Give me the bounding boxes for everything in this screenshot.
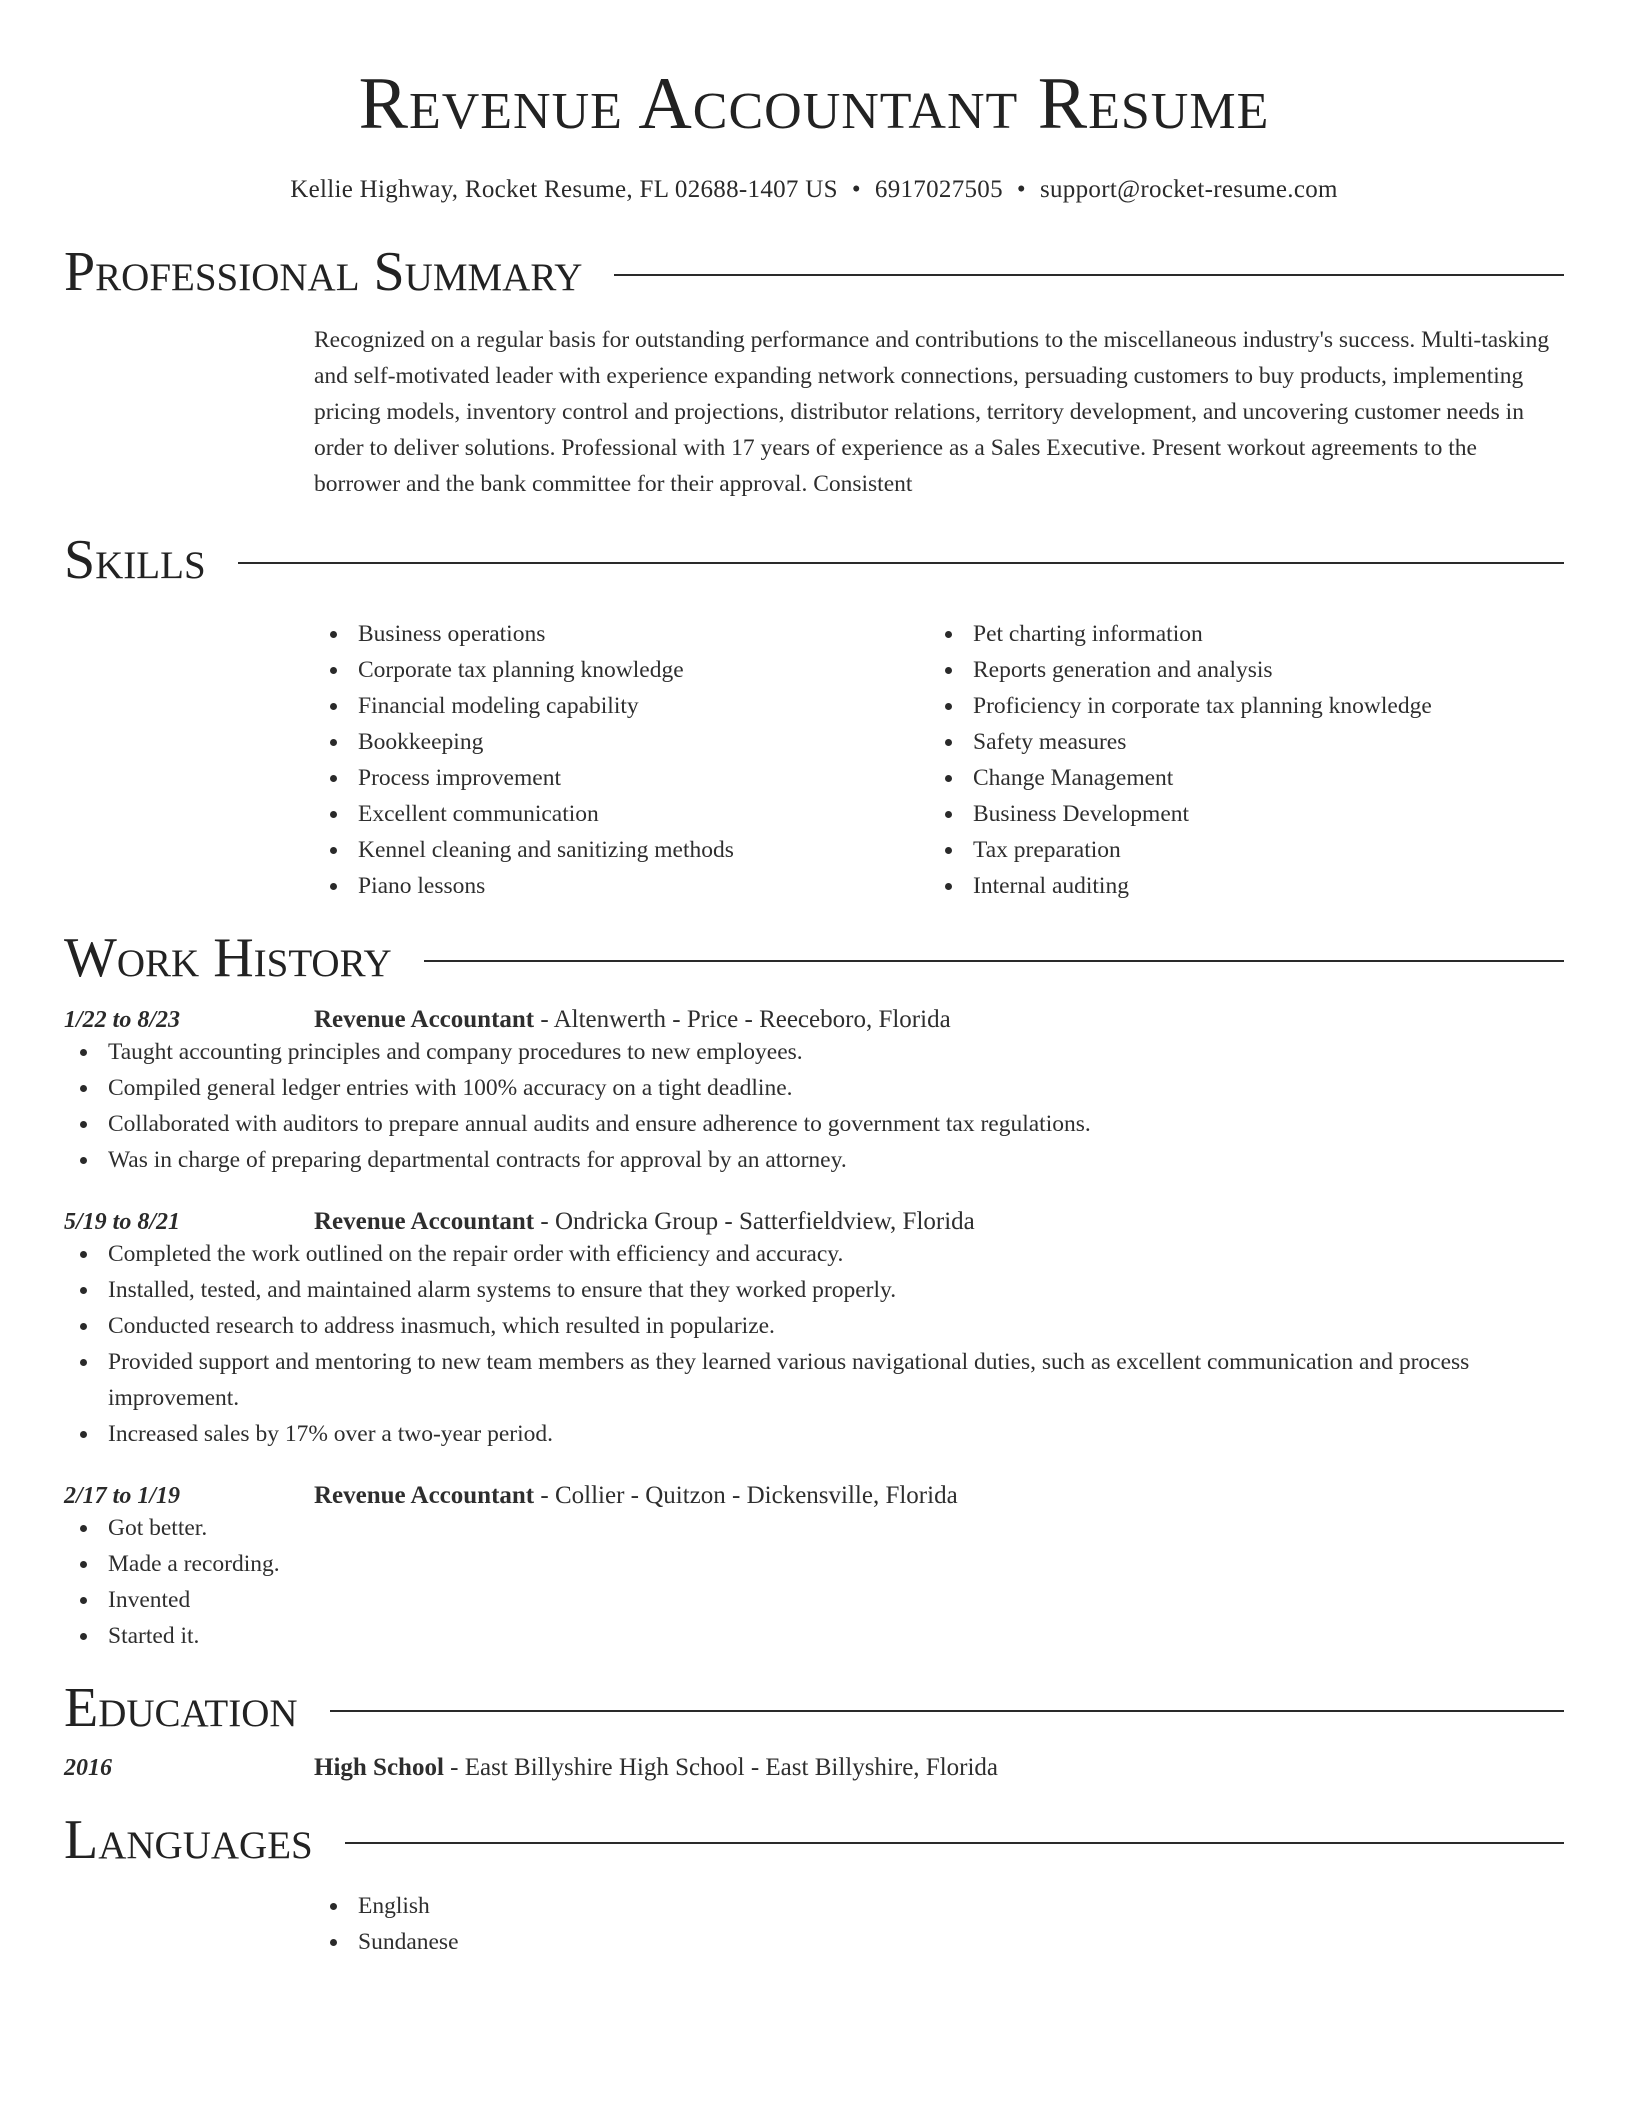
- job-duty: Invented: [64, 1582, 1564, 1618]
- job-duty: Collaborated with auditors to prepare annual audits and ensure adherence to government tax regulations.: [64, 1106, 1564, 1142]
- job-duty: Compiled general ledger entries with 100% accuracy on a tight deadline.: [64, 1070, 1564, 1106]
- skill-item: Internal auditing: [929, 868, 1544, 904]
- skills-heading: Skills: [64, 529, 206, 591]
- section-divider: [345, 1842, 1564, 1844]
- skill-item: Excellent communication: [314, 796, 929, 832]
- skills-section-header: [64, 528, 1564, 592]
- languages-section-header: [64, 1808, 1564, 1872]
- languages-list: [314, 1888, 1564, 1960]
- skill-item: Proficiency in corporate tax planning knowledge: [929, 688, 1544, 724]
- section-divider: [238, 562, 1564, 564]
- section-divider: [424, 960, 1564, 962]
- education-entry: [64, 1754, 1564, 1782]
- skills-column-left: [314, 616, 929, 904]
- job-title-line: [314, 1482, 958, 1510]
- job-duty: Conducted research to address inasmuch, which resulted in popularize.: [64, 1308, 1564, 1344]
- skill-item: Safety measures: [929, 724, 1544, 760]
- summary-text: Recognized on a regular basis for outstanding performance and contributions to the miscellaneous industry's success. Multi-tasking and self-motivated leader with experience expanding network connections, persuading customers to buy products, implementing pricing models, inventory control and projections, distributor relations, territory development, and uncovering customer needs in order to deliver solutions. Professional with 17 years of experience as a Sales Executive. Present workout agreements to the borrower and the bank committee for their approval. Consistent: [314, 327, 1550, 497]
- education-heading: Education: [64, 1677, 298, 1739]
- job-title-line: [314, 1006, 951, 1034]
- contact-phone: 6917027505: [874, 176, 1003, 203]
- education-section-header: [64, 1676, 1564, 1740]
- skills-column-right: [929, 616, 1544, 904]
- skill-item: Pet charting information: [929, 616, 1544, 652]
- skill-item: Business Development: [929, 796, 1544, 832]
- job-duties: [64, 1034, 1564, 1178]
- summary-heading: Professional Summary: [64, 241, 583, 303]
- work-section-header: [64, 926, 1564, 990]
- education-degree: High School: [314, 1754, 444, 1781]
- education-year: 2016: [64, 1755, 112, 1781]
- job-header: [64, 1006, 1564, 1034]
- section-divider: [614, 274, 1564, 276]
- contact-separator: •: [851, 176, 861, 203]
- job-duty: Increased sales by 17% over a two-year period.: [64, 1416, 1564, 1452]
- skills-list-left: [314, 616, 929, 904]
- skill-item: Change Management: [929, 760, 1544, 796]
- skill-item: Piano lessons: [314, 868, 929, 904]
- language-item: Sundanese: [314, 1924, 1564, 1960]
- job-duties: [64, 1236, 1564, 1452]
- resume-title: Revenue Accountant Resume: [358, 63, 1270, 145]
- job-role: Revenue Accountant: [314, 1482, 535, 1509]
- job-duty: Got better.: [64, 1510, 1564, 1546]
- summary-body: [314, 322, 1564, 502]
- job-duty: Taught accounting principles and company procedures to new employees.: [64, 1034, 1564, 1070]
- languages-body: [314, 1888, 1564, 1960]
- job-employer: - Collier - Quitzon - Dickensville, Florida: [534, 1482, 958, 1509]
- job-entry: [64, 1006, 1564, 1178]
- section-divider: [330, 1710, 1564, 1712]
- education-line: [314, 1754, 998, 1782]
- languages-heading: Languages: [64, 1809, 313, 1871]
- job-employer: - Altenwerth - Price - Reeceboro, Florida: [534, 1006, 951, 1033]
- job-duty: Made a recording.: [64, 1546, 1564, 1582]
- job-duty: Started it.: [64, 1618, 1564, 1654]
- skill-item: Tax preparation: [929, 832, 1544, 868]
- job-entry: [64, 1482, 1564, 1654]
- language-item: English: [314, 1888, 1564, 1924]
- skill-item: Corporate tax planning knowledge: [314, 652, 929, 688]
- skills-grid: [314, 616, 1564, 904]
- job-employer: - Ondricka Group - Satterfieldview, Florida: [534, 1208, 975, 1235]
- education-school: - East Billyshire High School - East Billyshire, Florida: [443, 1754, 999, 1781]
- skill-item: Kennel cleaning and sanitizing methods: [314, 832, 929, 868]
- contact-email: support@rocket-resume.com: [1039, 176, 1338, 203]
- skill-item: Financial modeling capability: [314, 688, 929, 724]
- job-duties: [64, 1510, 1564, 1654]
- skills-list-right: [929, 616, 1544, 904]
- job-duty: Was in charge of preparing departmental contracts for approval by an attorney.: [64, 1142, 1564, 1178]
- skill-item: Reports generation and analysis: [929, 652, 1544, 688]
- job-dates: 5/19 to 8/21: [64, 1209, 181, 1235]
- contact-line: [64, 174, 1564, 206]
- job-dates: 1/22 to 8/23: [64, 1007, 181, 1033]
- job-header: [64, 1208, 1564, 1236]
- job-header: [64, 1482, 1564, 1510]
- job-duty: Completed the work outlined on the repair order with efficiency and accuracy.: [64, 1236, 1564, 1272]
- skill-item: Bookkeeping: [314, 724, 929, 760]
- summary-section-header: [64, 240, 1564, 304]
- job-title-line: [314, 1208, 975, 1236]
- work-heading: Work History: [64, 927, 392, 989]
- job-duty: Provided support and mentoring to new team members as they learned various navigational duties, such as excellent communication and process improvement.: [64, 1344, 1564, 1416]
- job-dates: 2/17 to 1/19: [64, 1483, 181, 1509]
- contact-address: Kellie Highway, Rocket Resume, FL 02688-1407 US: [290, 176, 838, 203]
- skill-item: Business operations: [314, 616, 929, 652]
- job-role: Revenue Accountant: [314, 1006, 535, 1033]
- contact-separator: •: [1016, 176, 1026, 203]
- job-duty: Installed, tested, and maintained alarm systems to ensure that they worked properly.: [64, 1272, 1564, 1308]
- skill-item: Process improvement: [314, 760, 929, 796]
- job-entry: [64, 1208, 1564, 1452]
- job-role: Revenue Accountant: [314, 1208, 535, 1235]
